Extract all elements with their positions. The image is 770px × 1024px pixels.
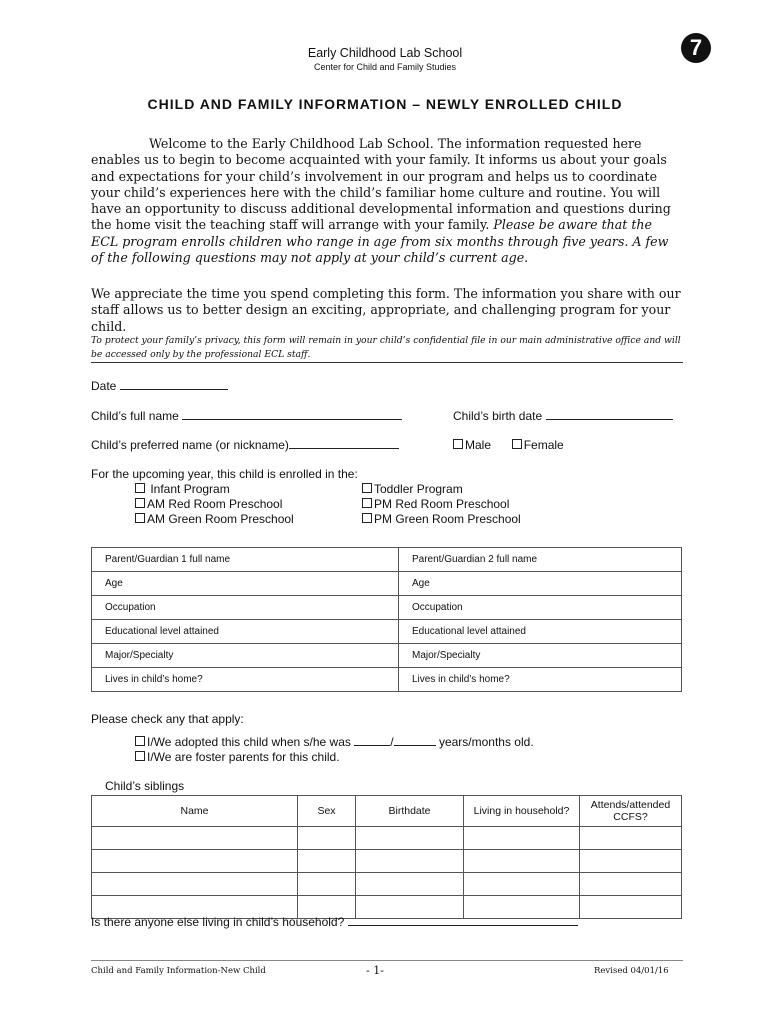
- intro-age-notice: Please be aware that the ECL program enrolls children who range in age from six months through five years. A few of the following questions may not apply at your child’s current age.: [91, 217, 669, 266]
- table-cell[interactable]: Age: [399, 572, 682, 596]
- table-row: [92, 850, 682, 873]
- program-option[interactable]: [135, 497, 282, 511]
- siblings-label: Child’s siblings: [105, 779, 185, 793]
- full-name-input-line[interactable]: [182, 409, 402, 420]
- table-cell[interactable]: Lives in child’s home?: [92, 668, 399, 692]
- table-cell[interactable]: [298, 873, 356, 896]
- gender-options: [453, 438, 564, 452]
- footer-revised-date: Revised 04/01/16: [594, 966, 669, 976]
- male-label: Male: [465, 438, 492, 452]
- divider: [91, 362, 683, 363]
- table-cell[interactable]: [298, 850, 356, 873]
- school-name: Early Childhood Lab School: [307, 46, 463, 60]
- adopted-label: I/We adopted this child when s/he was: [147, 735, 351, 749]
- preferred-name-label: Child’s preferred name (or nickname): [91, 438, 289, 452]
- full-name-label: Child’s full name: [91, 409, 179, 423]
- table-cell[interactable]: [464, 850, 580, 873]
- program-checkbox[interactable]: [362, 513, 372, 523]
- program-label: Infant Program: [150, 482, 230, 496]
- table-cell[interactable]: [464, 827, 580, 850]
- birth-date-label: Child’s birth date: [453, 409, 543, 423]
- table-cell[interactable]: Educational level attained: [399, 620, 682, 644]
- adopted-option[interactable]: [135, 735, 534, 749]
- full-name-field[interactable]: [91, 409, 402, 423]
- date-label: Date: [91, 379, 117, 393]
- table-cell[interactable]: [356, 827, 464, 850]
- program-option[interactable]: [362, 512, 521, 526]
- footer-form-name: Child and Family Information-New Child: [91, 966, 266, 976]
- privacy-note: To protect your family’s privacy, this form will remain in your child’s confidential file in our main administrative office and will be accessed only by the professional ECL staff.: [91, 335, 681, 360]
- preferred-name-input-line[interactable]: [289, 438, 399, 449]
- center-name: Center for Child and Family Studies: [313, 62, 457, 72]
- foster-checkbox[interactable]: [135, 751, 145, 761]
- adopted-separator: /: [390, 735, 394, 749]
- program-checkbox[interactable]: [362, 498, 372, 508]
- program-option[interactable]: [135, 482, 230, 496]
- adopted-months-input-line[interactable]: [394, 735, 436, 746]
- adopted-suffix: years/months old.: [438, 735, 534, 749]
- enrollment-prompt: For the upcoming year, this child is enrolled in the:: [91, 467, 358, 481]
- table-cell[interactable]: [580, 827, 682, 850]
- program-checkbox[interactable]: [135, 513, 145, 523]
- table-cell[interactable]: Parent/Guardian 1 full name: [92, 548, 399, 572]
- table-cell[interactable]: [580, 873, 682, 896]
- table-cell[interactable]: Lives in child’s home?: [399, 668, 682, 692]
- household-question-field[interactable]: [91, 915, 578, 929]
- preferred-name-field[interactable]: [91, 438, 399, 452]
- table-row: [92, 596, 682, 620]
- footer-divider: [91, 960, 683, 961]
- table-row: [92, 796, 682, 827]
- program-label: PM Red Room Preschool: [374, 497, 510, 511]
- column-header: Name: [92, 796, 298, 827]
- program-checkbox[interactable]: [362, 483, 372, 493]
- table-cell[interactable]: [92, 873, 298, 896]
- column-header: Birthdate: [356, 796, 464, 827]
- table-row: [92, 620, 682, 644]
- table-cell[interactable]: [356, 873, 464, 896]
- program-label: AM Red Room Preschool: [147, 497, 283, 511]
- table-cell[interactable]: [580, 850, 682, 873]
- program-option[interactable]: [135, 512, 294, 526]
- table-row: [92, 668, 682, 692]
- column-header: Attends/attended CCFS?: [580, 796, 682, 827]
- female-checkbox[interactable]: [512, 439, 522, 449]
- table-cell[interactable]: Major/Specialty: [399, 644, 682, 668]
- foster-label: I/We are foster parents for this child.: [147, 750, 340, 764]
- table-cell[interactable]: [580, 896, 682, 919]
- male-checkbox[interactable]: [453, 439, 463, 449]
- check-any-prompt: Please check any that apply:: [91, 712, 244, 726]
- birth-date-field[interactable]: [453, 409, 673, 423]
- household-question-label: Is there anyone else living in child’s household?: [91, 915, 345, 929]
- program-checkbox[interactable]: [135, 498, 145, 508]
- adopted-years-input-line[interactable]: [354, 735, 390, 746]
- page-number-badge: 7: [681, 33, 711, 63]
- program-checkbox[interactable]: [135, 483, 145, 493]
- appreciation-text: We appreciate the time you spend completing this form. The information you share with our staff allows us to better design an exciting, appropriate, and challenging program for your child.: [91, 286, 681, 334]
- siblings-table: [91, 795, 682, 919]
- table-row: [92, 572, 682, 596]
- table-cell[interactable]: [92, 827, 298, 850]
- household-input-line[interactable]: [348, 915, 578, 926]
- program-label: AM Green Room Preschool: [147, 512, 294, 526]
- page-title: CHILD AND FAMILY INFORMATION – NEWLY ENROLLED CHILD: [147, 96, 623, 112]
- table-row: [92, 873, 682, 896]
- date-input-line[interactable]: [120, 379, 228, 390]
- program-option[interactable]: [362, 482, 463, 496]
- appreciation-paragraph: [91, 286, 681, 335]
- column-header: Sex: [298, 796, 356, 827]
- table-cell[interactable]: Age: [92, 572, 399, 596]
- footer-page-number: - 1-: [366, 964, 384, 977]
- parent-guardian-table: [91, 547, 682, 692]
- intro-paragraph: [91, 136, 681, 266]
- table-cell[interactable]: [464, 873, 580, 896]
- table-row: [92, 827, 682, 850]
- table-cell[interactable]: Occupation: [92, 596, 399, 620]
- date-field[interactable]: [91, 379, 228, 393]
- column-header: Living in household?: [464, 796, 580, 827]
- table-cell[interactable]: Occupation: [399, 596, 682, 620]
- birth-date-input-line[interactable]: [546, 409, 673, 420]
- program-option[interactable]: [362, 497, 509, 511]
- program-label: PM Green Room Preschool: [374, 512, 521, 526]
- table-row: [92, 548, 682, 572]
- table-cell[interactable]: [92, 850, 298, 873]
- intro-text: Welcome to the Early Childhood Lab School. The information requested here enables us to begin to become acquainted with your family. It informs us about your goals and expectations for your child’s involvement in our program and helps us to coordinate your child’s experiences here with the child’s familiar home culture and routine. You will have an opportunity to discuss additional developmental information and questions during the home visit the teaching staff will arrange with your family.: [91, 136, 671, 233]
- table-cell[interactable]: Educational level attained: [92, 620, 399, 644]
- table-cell[interactable]: Major/Specialty: [92, 644, 399, 668]
- female-label: Female: [523, 438, 564, 452]
- table-cell[interactable]: [298, 827, 356, 850]
- program-label: Toddler Program: [374, 482, 463, 496]
- table-row: [92, 644, 682, 668]
- foster-option[interactable]: [135, 750, 340, 764]
- table-cell[interactable]: Parent/Guardian 2 full name: [399, 548, 682, 572]
- adopted-checkbox[interactable]: [135, 736, 145, 746]
- table-cell[interactable]: [356, 850, 464, 873]
